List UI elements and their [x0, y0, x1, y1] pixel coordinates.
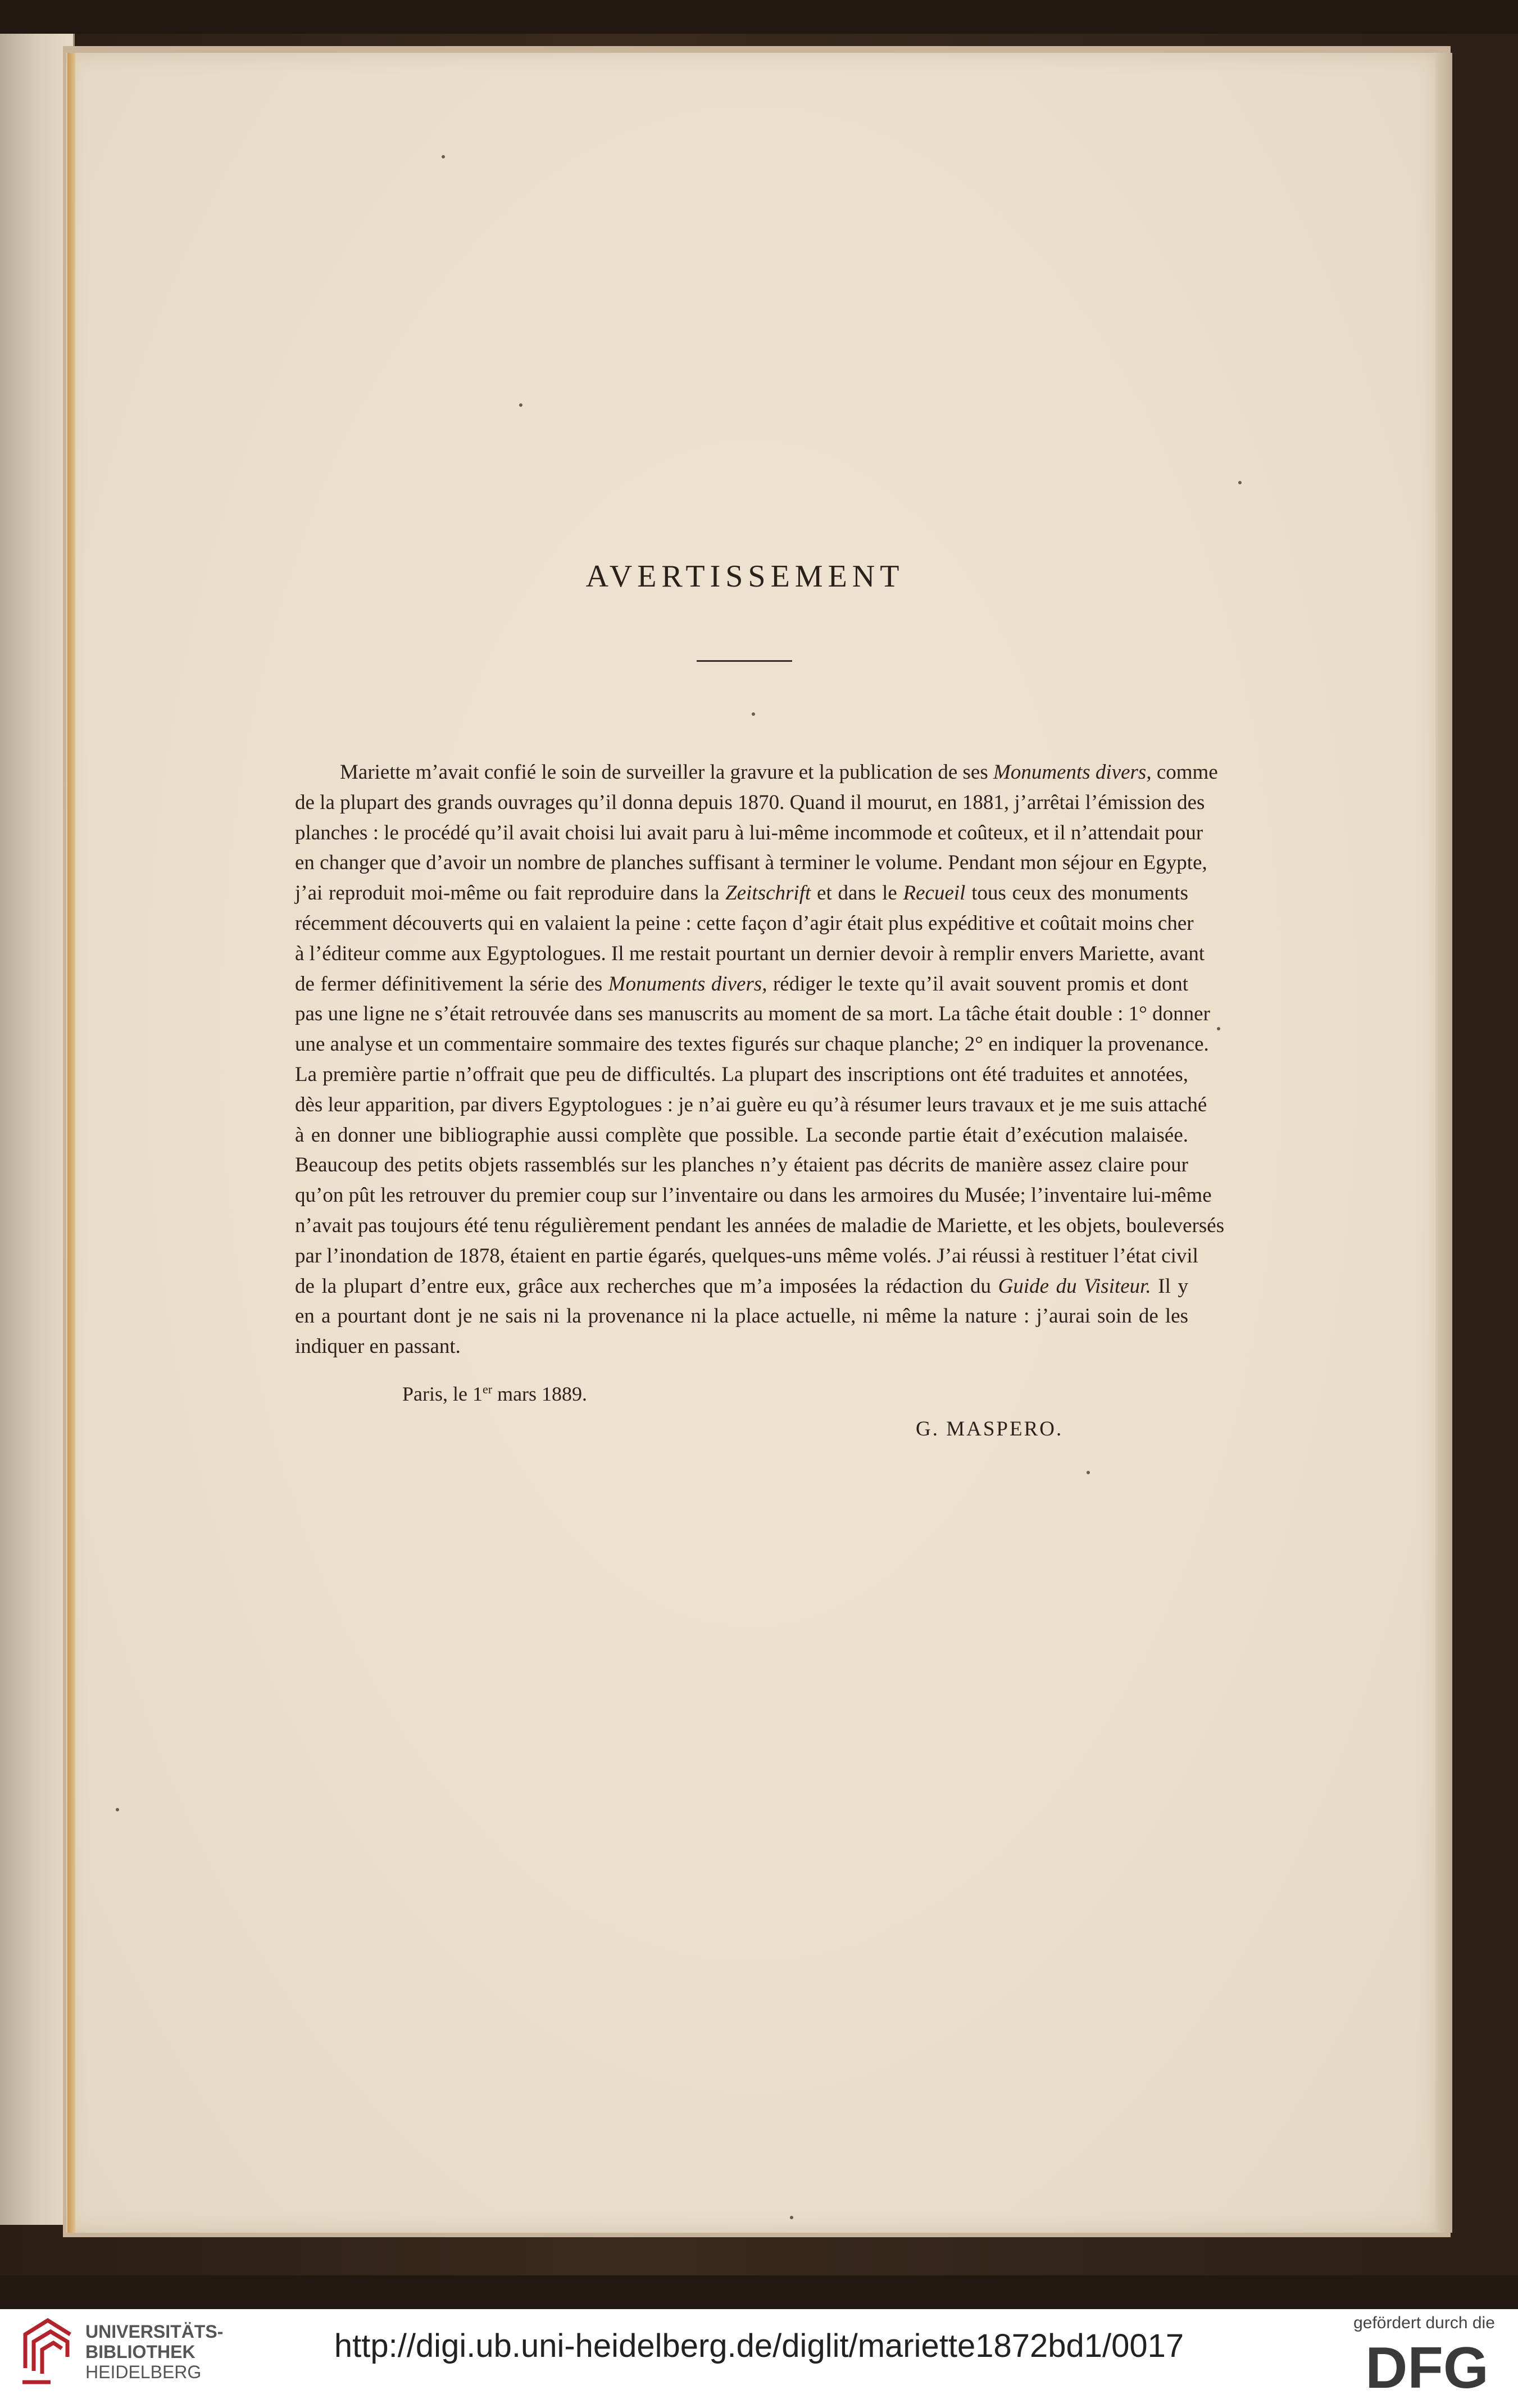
italic-title: Monuments divers, — [993, 761, 1152, 784]
text-line — [295, 1211, 1225, 1241]
text-segment: dès leur apparition, par divers Egyptologues : je n’ai guère eu qu’à résumer leurs travaux et je me suis attaché — [295, 1093, 1207, 1116]
text-line — [295, 1060, 1188, 1090]
text-segment: j’ai reproduit moi-même ou fait reproduire dans la — [295, 882, 726, 905]
date-suffix: mars 1889. — [492, 1383, 588, 1405]
text-segment: pas une ligne ne s’était retrouvée dans ses manuscrits au moment de sa mort. La tâche était double : 1° donner — [295, 1002, 1210, 1026]
text-segment: et dans le — [811, 882, 903, 905]
text-line — [295, 1332, 1188, 1362]
text-segment: n’avait pas toujours été tenu régulièrement pendant les années de maladie de Mariette, et les objets, bouleversés — [295, 1214, 1225, 1237]
text-line — [295, 908, 1194, 939]
text-line — [295, 1241, 1198, 1271]
text-line — [295, 1301, 1188, 1332]
title-rule — [697, 660, 792, 662]
text-line — [295, 1271, 1188, 1302]
text-line — [295, 848, 1207, 878]
text-line — [295, 1029, 1209, 1060]
text-segment: indiquer en passant. — [295, 1335, 461, 1359]
text-line — [295, 1180, 1212, 1211]
text-segment: Mariette m’avait confié le soin de surveiller la gravure et la publication de ses — [340, 761, 994, 784]
text-line — [295, 969, 1188, 999]
dfg-logo-icon[interactable] — [1351, 2336, 1503, 2398]
text-line — [295, 1120, 1188, 1151]
text-segment: Il y — [1151, 1274, 1188, 1298]
dfg-logo-text: DFG — [1365, 2336, 1489, 2398]
text-segment: qu’on pût les retrouver du premier coup sur l’inventaire ou dans les armoires du Musée; l’inventaire lui-même — [295, 1184, 1212, 1207]
funded-by-label: gefördert durch die — [1353, 2314, 1495, 2332]
text-line — [295, 939, 1205, 969]
paper-speck — [752, 712, 755, 716]
gilt-page-edge — [67, 53, 75, 2233]
text-segment: planches : le procédé qu’il avait choisi lui avait paru à lui-même incommode et coûteux, et il n’attendait pour — [295, 821, 1203, 844]
text-segment: en changer que d’avoir un nombre de planches suffisant à terminer le volume. Pendant mon séjour en Egypte, — [295, 851, 1207, 875]
text-segment: récemment découverts qui en valaient la peine : cette façon d’agir était plus expéditive et coûtait moins cher — [295, 911, 1194, 935]
text-line — [295, 818, 1203, 848]
text-segment: de la plupart des grands ouvrages qu’il donna depuis 1870. Quand il mourut, en 1881, j’arrêtai l’émission des — [295, 790, 1205, 814]
text-segment: rédiger le texte qu’il avait souvent promis et dont — [767, 972, 1188, 996]
text-segment: La première partie n’offrait que peu de difficultés. La plupart des inscriptions ont été traduites et annotées, — [295, 1062, 1188, 1086]
date-line — [402, 1382, 587, 1406]
library-name-line2: BIBLIOTHEK — [85, 2342, 196, 2362]
body-paragraph — [295, 757, 1225, 1362]
text-segment: tous ceux des monuments — [965, 882, 1188, 905]
italic-title: Recueil — [903, 882, 966, 905]
signature: G. MASPERO. — [916, 1417, 1063, 1441]
paper-speck — [790, 2216, 793, 2219]
page-title: AVERTISSEMENT — [585, 559, 905, 594]
library-name-line3: HEIDELBERG — [85, 2362, 202, 2382]
text-segment: Beaucoup des petits objets rassemblés sur les planches n’y étaient pas décrits de manière assez claire pour — [295, 1153, 1188, 1177]
italic-title: Monuments divers, — [608, 972, 767, 996]
text-line — [295, 788, 1205, 818]
text-line — [295, 757, 1218, 788]
text-segment: à l’éditeur comme aux Egyptologues. Il me restait pourtant un dernier devoir à remplir envers Mariette, avant — [295, 942, 1205, 965]
text-segment: à en donner une bibliographie aussi complète que possible. La seconde partie était d’exécution malaisée. — [295, 1123, 1188, 1147]
italic-title: Guide du Visiteur. — [998, 1274, 1151, 1298]
text-segment: de fermer définitivement la série des — [295, 972, 608, 996]
text-segment: par l’inondation de 1878, étaient en partie égarés, quelques-uns même volés. J’ai réussi à restituer l’état civil — [295, 1244, 1198, 1267]
text-segment: de la plupart d’entre eux, grâce aux recherches que m’a imposées la rédaction du — [295, 1274, 998, 1298]
text-segment: en a pourtant dont je ne sais ni la provenance ni la place actuelle, ni même la nature : j’aurai soin de les — [295, 1305, 1188, 1328]
library-name-line1: UNIVERSITÄTS- — [85, 2321, 224, 2342]
page-right-edge — [1435, 53, 1452, 2233]
text-segment: comme — [1151, 761, 1218, 784]
paper-speck — [442, 155, 445, 158]
text-line — [295, 878, 1188, 908]
paper-speck — [1087, 1471, 1090, 1474]
permalink-url[interactable]: http://digi.ub.uni-heidelberg.de/diglit/mariette1872bd1/0017 — [334, 2328, 1184, 2364]
date-prefix: Paris, le 1 — [402, 1383, 483, 1405]
paper-speck — [1238, 481, 1242, 484]
text-segment: une analyse et un commentaire sommaire des textes figurés sur chaque planche; 2° en indiquer la provenance. — [295, 1033, 1209, 1056]
italic-title: Zeitschrift — [725, 882, 811, 905]
text-line — [295, 1090, 1207, 1120]
paper-speck — [519, 403, 522, 407]
text-line — [295, 1150, 1188, 1180]
paper-speck — [116, 1808, 119, 1811]
text-line — [295, 999, 1210, 1029]
paper-speck — [1217, 1027, 1220, 1030]
date-superscript: er — [482, 1382, 493, 1396]
